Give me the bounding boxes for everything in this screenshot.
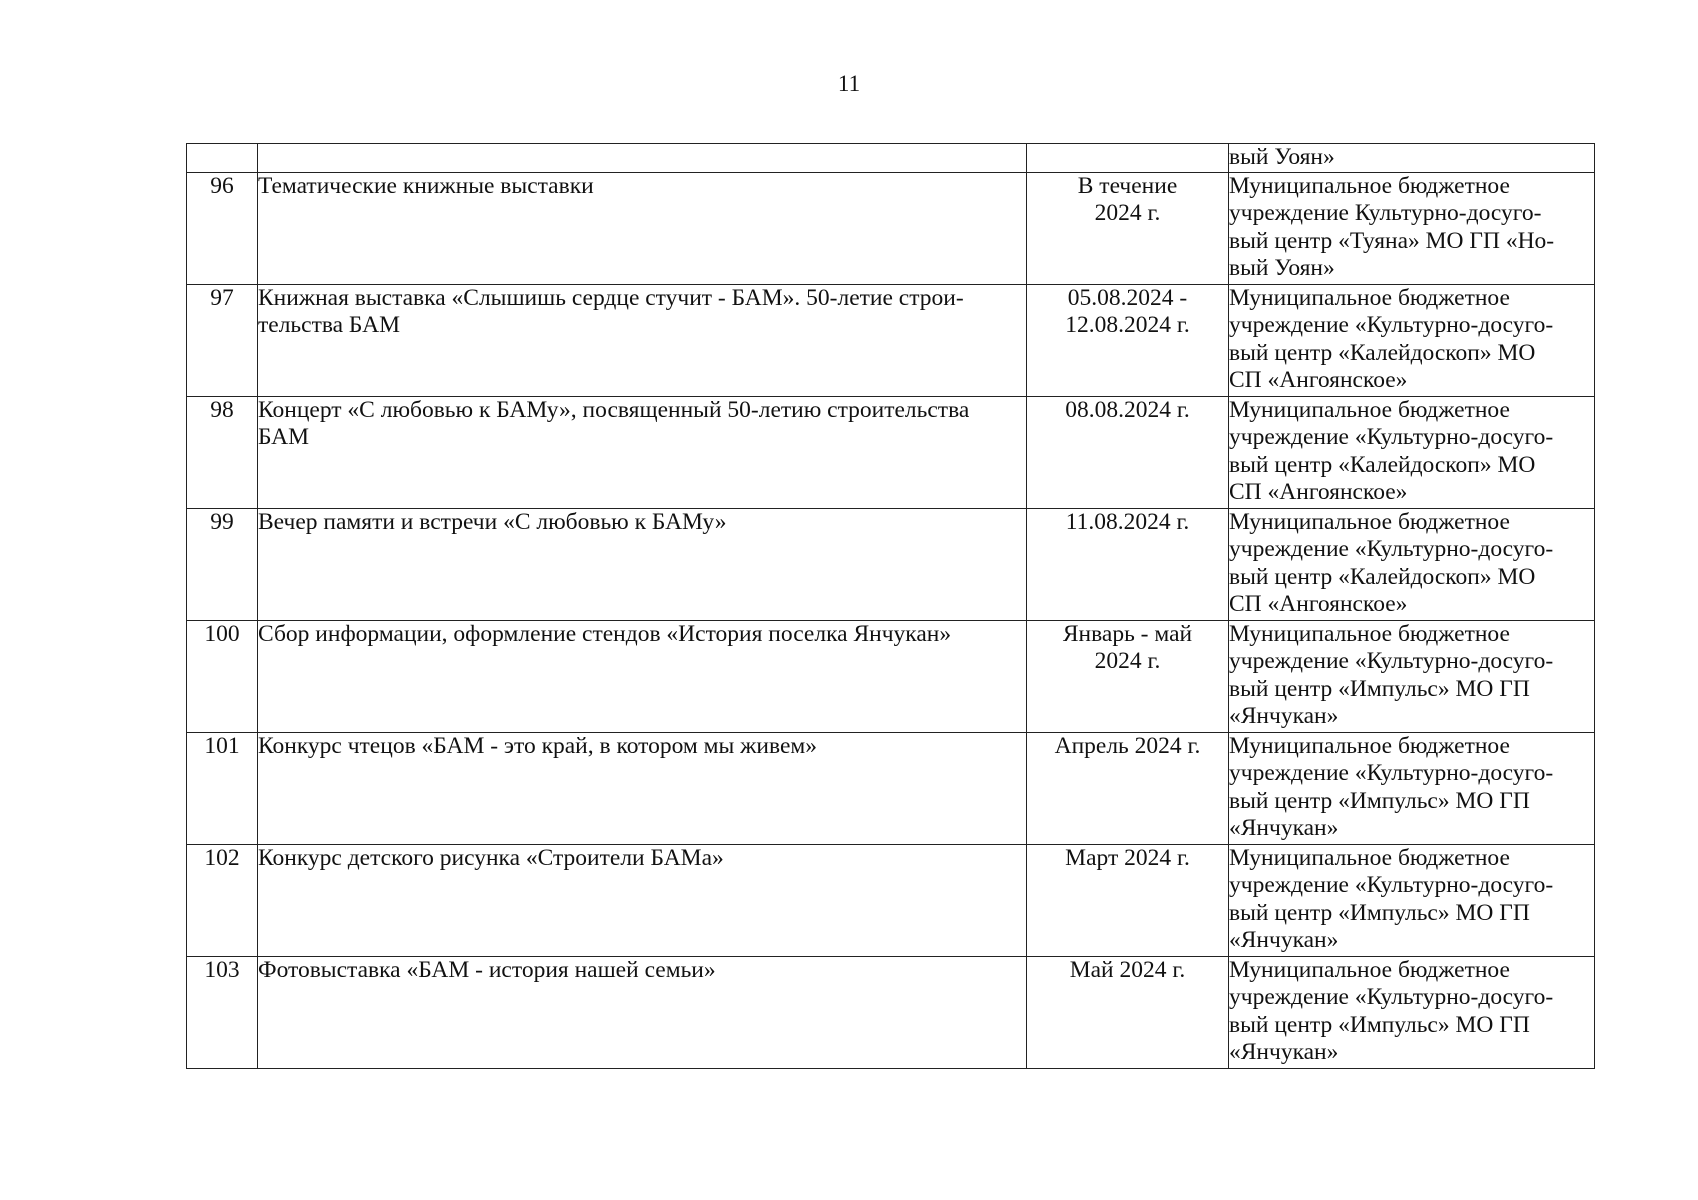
- events-table-body: [187, 144, 1595, 1069]
- cell-number: [187, 172, 258, 284]
- table-row: [187, 844, 1595, 956]
- date-line: 11.08.2024 г.: [1065, 508, 1190, 535]
- organizer-line: Муниципальное бюджетное: [1229, 172, 1510, 199]
- date-line: 05.08.2024 -: [1067, 284, 1188, 311]
- row-number: 97: [210, 284, 234, 311]
- cell-number: [187, 396, 258, 508]
- cell-organizer: [1229, 144, 1595, 173]
- cell-organizer: [1229, 284, 1595, 396]
- row-number: 102: [204, 844, 240, 871]
- cell-date: [1027, 144, 1229, 173]
- cell-event-name: [258, 732, 1027, 844]
- date-line: 2024 г.: [1094, 648, 1161, 674]
- cell-date: [1027, 620, 1229, 732]
- table-row-continuation: [187, 144, 1595, 173]
- cell-number: [187, 508, 258, 620]
- event-name-line: Вечер памяти и встречи «С любовью к БАМу»: [258, 508, 727, 535]
- organizer-line: Муниципальное бюджетное: [1229, 956, 1510, 983]
- organizer-line: «Янчукан»: [1229, 703, 1339, 729]
- cell-organizer: [1229, 620, 1595, 732]
- organizer-line: вый центр «Туяна» МО ГП «Но-: [1229, 227, 1555, 254]
- table-row: [187, 508, 1595, 620]
- row-number: 103: [204, 956, 240, 983]
- date-line: 2024 г.: [1094, 200, 1161, 226]
- row-number: 101: [204, 732, 240, 759]
- organizer-line: Муниципальное бюджетное: [1229, 732, 1510, 759]
- cell-event-name: [258, 396, 1027, 508]
- date-line: Март 2024 г.: [1065, 844, 1190, 871]
- organizer-line: учреждение «Культурно-досуго-: [1229, 872, 1554, 898]
- cell-organizer: [1229, 956, 1595, 1068]
- organizer-line: вый центр «Калейдоскоп» МО: [1229, 451, 1536, 478]
- cell-date: [1027, 956, 1229, 1068]
- organizer-line: Муниципальное бюджетное: [1229, 844, 1510, 871]
- event-name-line: Конкурс детского рисунка «Строители БАМа»: [258, 844, 724, 871]
- organizer-line: вый Уоян»: [1229, 144, 1335, 170]
- organizer-line: вый Уоян»: [1229, 255, 1335, 281]
- event-name-line: Тематические книжные выставки: [258, 172, 594, 199]
- cell-date: [1027, 396, 1229, 508]
- organizer-line: Муниципальное бюджетное: [1229, 284, 1510, 311]
- date-line: Январь - май: [1062, 620, 1193, 647]
- cell-number: [187, 144, 258, 173]
- cell-number: [187, 844, 258, 956]
- organizer-line: СП «Ангоянское»: [1229, 367, 1408, 393]
- row-number: 96: [210, 172, 234, 199]
- cell-organizer: [1229, 844, 1595, 956]
- cell-event-name: [258, 284, 1027, 396]
- organizer-line: «Янчукан»: [1229, 927, 1339, 953]
- table-row: [187, 284, 1595, 396]
- cell-number: [187, 732, 258, 844]
- organizer-line: вый центр «Импульс» МО ГП: [1229, 899, 1530, 926]
- table-row: [187, 172, 1595, 284]
- organizer-line: учреждение Культурно-досуго-: [1229, 200, 1542, 226]
- cell-event-name: [258, 172, 1027, 284]
- organizer-line: учреждение «Культурно-досуго-: [1229, 648, 1554, 674]
- cell-date: [1027, 284, 1229, 396]
- cell-date: [1027, 508, 1229, 620]
- cell-number: [187, 620, 258, 732]
- event-name-line: Сбор информации, оформление стендов «История поселка Янчукан»: [258, 620, 952, 647]
- organizer-line: вый центр «Импульс» МО ГП: [1229, 787, 1530, 814]
- cell-event-name: [258, 956, 1027, 1068]
- cell-event-name: [258, 844, 1027, 956]
- organizer-line: «Янчукан»: [1229, 1039, 1339, 1065]
- organizer-line: Муниципальное бюджетное: [1229, 396, 1510, 423]
- event-name-line: Конкурс чтецов «БАМ - это край, в котором мы живем»: [258, 732, 818, 759]
- table-row: [187, 956, 1595, 1068]
- cell-event-name: [258, 144, 1027, 173]
- date-line: Май 2024 г.: [1069, 956, 1186, 983]
- event-name-line: БАМ: [258, 424, 310, 450]
- row-number: 99: [210, 508, 234, 535]
- cell-organizer: [1229, 172, 1595, 284]
- organizer-line: учреждение «Культурно-досуго-: [1229, 760, 1554, 786]
- organizer-line: учреждение «Культурно-досуго-: [1229, 424, 1554, 450]
- cell-date: [1027, 732, 1229, 844]
- organizer-line: вый центр «Импульс» МО ГП: [1229, 1011, 1530, 1038]
- event-name-line: Книжная выставка «Слышишь сердце стучит - БАМ». 50-летие строи-: [258, 284, 964, 311]
- cell-number: [187, 284, 258, 396]
- event-name-line: Фотовыставка «БАМ - история нашей семьи»: [258, 956, 716, 983]
- organizer-line: СП «Ангоянское»: [1229, 479, 1408, 505]
- table-row: [187, 732, 1595, 844]
- page-number: 11: [837, 71, 861, 96]
- organizer-line: СП «Ангоянское»: [1229, 591, 1408, 617]
- cell-organizer: [1229, 508, 1595, 620]
- events-table: [186, 143, 1595, 1069]
- organizer-line: учреждение «Культурно-досуго-: [1229, 984, 1554, 1010]
- row-number: 100: [204, 620, 240, 647]
- cell-date: [1027, 844, 1229, 956]
- date-line: Апрель 2024 г.: [1054, 732, 1201, 759]
- cell-organizer: [1229, 732, 1595, 844]
- event-name-line: тельства БАМ: [258, 312, 400, 338]
- date-line: 12.08.2024 г.: [1065, 312, 1190, 338]
- row-number: 98: [210, 396, 234, 423]
- organizer-line: вый центр «Импульс» МО ГП: [1229, 675, 1530, 702]
- organizer-line: учреждение «Культурно-досуго-: [1229, 312, 1554, 338]
- organizer-line: Муниципальное бюджетное: [1229, 620, 1510, 647]
- table-row: [187, 620, 1595, 732]
- organizer-line: Муниципальное бюджетное: [1229, 508, 1510, 535]
- event-name-line: Концерт «С любовью к БАМу», посвященный 50-летию строительства: [258, 396, 970, 423]
- cell-event-name: [258, 508, 1027, 620]
- organizer-line: учреждение «Культурно-досуго-: [1229, 536, 1554, 562]
- date-line: В течение: [1077, 172, 1178, 199]
- cell-date: [1027, 172, 1229, 284]
- organizer-line: вый центр «Калейдоскоп» МО: [1229, 563, 1536, 590]
- cell-organizer: [1229, 396, 1595, 508]
- table-row: [187, 396, 1595, 508]
- cell-event-name: [258, 620, 1027, 732]
- date-line: 08.08.2024 г.: [1065, 396, 1190, 423]
- organizer-line: «Янчукан»: [1229, 815, 1339, 841]
- cell-number: [187, 956, 258, 1068]
- organizer-line: вый центр «Калейдоскоп» МО: [1229, 339, 1536, 366]
